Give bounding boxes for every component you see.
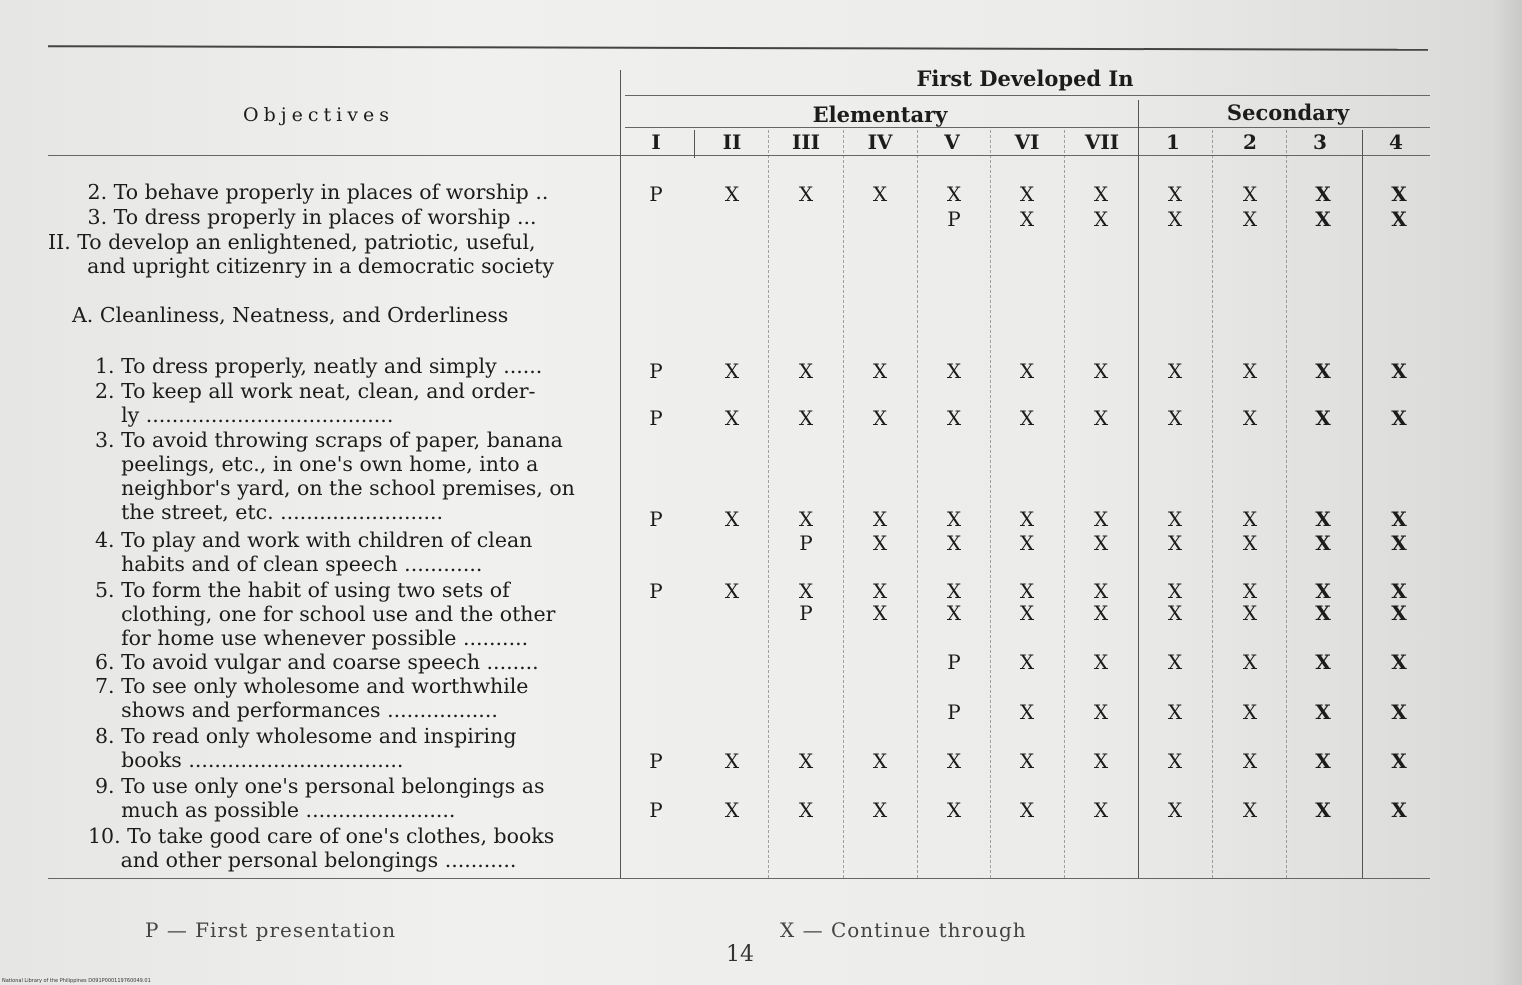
objective-row-text: 2. To behave properly in places of worship ..: [68, 180, 549, 204]
continue-through-mark: X: [798, 798, 814, 822]
continue-through-mark: X: [1167, 579, 1183, 603]
continue-through-mark: X: [798, 579, 814, 603]
continue-through-mark: X: [872, 531, 888, 555]
continue-through-mark: X: [1019, 207, 1035, 231]
continue-through-mark: X: [1167, 182, 1183, 206]
continue-through-mark: X: [1167, 406, 1183, 430]
column-divider: [1362, 130, 1363, 878]
continue-through-mark: X: [1093, 650, 1109, 674]
first-presentation-mark: P: [947, 650, 961, 674]
continue-through-mark: X: [946, 359, 962, 383]
column-divider: [1064, 130, 1065, 878]
continue-through-mark: X: [1019, 507, 1035, 531]
continue-through-mark: X: [1019, 749, 1035, 773]
secondary-heading: Secondary: [1226, 100, 1350, 125]
objective-row-text: 7. To see only wholesome and worthwhile shows and performances .................: [95, 674, 529, 722]
continue-through-mark: X: [1093, 700, 1109, 724]
continue-through-mark: X: [1242, 650, 1258, 674]
continue-through-mark: X: [1167, 207, 1183, 231]
continue-through-mark: X: [1315, 798, 1331, 822]
continue-through-mark: X: [946, 507, 962, 531]
continue-through-mark: X: [1167, 650, 1183, 674]
continue-through-mark: X: [724, 579, 740, 603]
continue-through-mark: X: [1167, 531, 1183, 555]
continue-through-mark: X: [872, 359, 888, 383]
column-divider: [990, 130, 991, 878]
continue-through-mark: X: [946, 798, 962, 822]
continue-through-mark: X: [1242, 579, 1258, 603]
continue-through-mark: X: [1167, 798, 1183, 822]
first-presentation-mark: P: [649, 359, 663, 383]
continue-through-mark: X: [872, 579, 888, 603]
objective-row-text: 9. To use only one's personal belongings as much as possible .......................: [95, 774, 545, 822]
first-presentation-mark: P: [799, 531, 813, 555]
column-head-2: 2: [1243, 130, 1257, 154]
objective-row-text: II. To develop an enlightened, patriotic, useful, and upright citizenry in a democratic society: [48, 230, 554, 278]
continue-through-mark: X: [1019, 650, 1035, 674]
continue-through-mark: X: [798, 359, 814, 383]
continue-through-mark: X: [872, 182, 888, 206]
continue-through-mark: X: [1019, 579, 1035, 603]
continue-through-mark: X: [1019, 531, 1035, 555]
continue-through-mark: X: [1315, 650, 1331, 674]
continue-through-mark: X: [1242, 700, 1258, 724]
page-number: 14: [726, 942, 754, 967]
continue-through-mark: X: [1391, 359, 1407, 383]
continue-through-mark: X: [1167, 700, 1183, 724]
first-presentation-mark: P: [649, 406, 663, 430]
continue-through-mark: X: [872, 749, 888, 773]
continue-through-mark: X: [1242, 207, 1258, 231]
continue-through-mark: X: [946, 182, 962, 206]
continue-through-mark: X: [872, 507, 888, 531]
continue-through-mark: X: [1391, 207, 1407, 231]
column-divider: [694, 130, 695, 158]
continue-through-mark: X: [946, 749, 962, 773]
continue-through-mark: X: [946, 406, 962, 430]
continue-through-mark: X: [1391, 700, 1407, 724]
continue-through-mark: X: [798, 182, 814, 206]
continue-through-mark: X: [1019, 359, 1035, 383]
continue-through-mark: X: [1093, 531, 1109, 555]
continue-through-mark: X: [1093, 507, 1109, 531]
first-presentation-mark: P: [947, 700, 961, 724]
column-divider: [917, 130, 918, 878]
continue-through-mark: X: [724, 798, 740, 822]
column-head-VI: VI: [1014, 130, 1040, 154]
header-rule-3: [48, 155, 1430, 156]
continue-through-mark: X: [724, 359, 740, 383]
continue-through-mark: X: [724, 507, 740, 531]
column-head-1: 1: [1166, 130, 1180, 154]
objective-row-text: 10. To take good care of one's clothes, books and other personal belongings ...........: [88, 824, 555, 872]
first-presentation-mark: P: [649, 798, 663, 822]
objective-row-text: 8. To read only wholesome and inspiring books .................................: [95, 724, 517, 772]
continue-through-mark: X: [872, 406, 888, 430]
continue-through-mark: X: [872, 798, 888, 822]
continue-through-mark: X: [1093, 359, 1109, 383]
continue-through-mark: X: [1167, 601, 1183, 625]
continue-through-mark: X: [946, 531, 962, 555]
first-presentation-mark: P: [649, 182, 663, 206]
page-edge-shadow: [1492, 0, 1522, 985]
objective-row-text: 4. To play and work with children of clean habits and of clean speech ............: [95, 528, 533, 576]
continue-through-mark: X: [1242, 531, 1258, 555]
continue-through-mark: X: [1167, 749, 1183, 773]
column-divider: [1212, 130, 1213, 878]
objective-row-text: 1. To dress properly, neatly and simply ......: [95, 354, 543, 378]
first-presentation-mark: P: [649, 507, 663, 531]
elementary-heading: Elementary: [812, 102, 948, 127]
objective-row-text: 2. To keep all work neat, clean, and order- ly ......................................: [95, 379, 536, 427]
continue-through-mark: X: [1019, 798, 1035, 822]
first-presentation-mark: P: [649, 579, 663, 603]
continue-through-mark: X: [1242, 406, 1258, 430]
continue-through-mark: X: [1093, 406, 1109, 430]
continue-through-mark: X: [1391, 601, 1407, 625]
continue-through-mark: X: [1315, 579, 1331, 603]
continue-through-mark: X: [1242, 507, 1258, 531]
objective-row-text: 6. To avoid vulgar and coarse speech ........: [95, 650, 539, 674]
continue-through-mark: X: [1315, 182, 1331, 206]
continue-through-mark: X: [1167, 507, 1183, 531]
column-head-4: 4: [1389, 130, 1403, 154]
section-heading: A. Cleanliness, Neatness, and Orderliness: [72, 303, 509, 327]
continue-through-mark: X: [724, 182, 740, 206]
column-divider: [768, 130, 769, 878]
continue-through-mark: X: [1315, 207, 1331, 231]
continue-through-mark: X: [946, 579, 962, 603]
column-divider: [843, 130, 844, 878]
continue-through-mark: X: [1242, 601, 1258, 625]
column-head-I: I: [651, 130, 661, 154]
continue-through-mark: X: [1315, 359, 1331, 383]
column-divider: [1138, 100, 1139, 878]
legend-continue-through: X — Continue through: [780, 918, 1027, 942]
continue-through-mark: X: [1093, 207, 1109, 231]
first-presentation-mark: P: [649, 749, 663, 773]
column-head-II: II: [722, 130, 742, 154]
continue-through-mark: X: [1093, 601, 1109, 625]
column-head-IV: IV: [867, 130, 893, 154]
continue-through-mark: X: [1391, 650, 1407, 674]
column-head-V: V: [944, 130, 960, 154]
continue-through-mark: X: [798, 507, 814, 531]
continue-through-mark: X: [872, 601, 888, 625]
column-head-III: III: [791, 130, 821, 154]
header-rule-2: [625, 127, 1430, 128]
continue-through-mark: X: [724, 406, 740, 430]
continue-through-mark: X: [1391, 507, 1407, 531]
continue-through-mark: X: [1019, 700, 1035, 724]
continue-through-mark: X: [1315, 531, 1331, 555]
continue-through-mark: X: [1315, 700, 1331, 724]
column-divider: [1286, 130, 1287, 878]
continue-through-mark: X: [1242, 798, 1258, 822]
continue-through-mark: X: [1391, 749, 1407, 773]
bottom-rule: [48, 878, 1430, 879]
continue-through-mark: X: [1242, 749, 1258, 773]
continue-through-mark: X: [1391, 406, 1407, 430]
continue-through-mark: X: [1315, 601, 1331, 625]
continue-through-mark: X: [1019, 406, 1035, 430]
continue-through-mark: X: [1315, 406, 1331, 430]
column-divider: [620, 70, 621, 878]
continue-through-mark: X: [1019, 601, 1035, 625]
continue-through-mark: X: [1093, 749, 1109, 773]
continue-through-mark: X: [1093, 579, 1109, 603]
continue-through-mark: X: [1093, 182, 1109, 206]
objective-row-text: 5. To form the habit of using two sets of clothing, one for school use and the other for home use whenever possible ..........: [95, 578, 556, 650]
continue-through-mark: X: [1167, 359, 1183, 383]
continue-through-mark: X: [1315, 749, 1331, 773]
legend-first-presentation: P — First presentation: [145, 918, 397, 942]
library-stamp: National Library of the Philippines D091P000119760049.01: [2, 978, 151, 984]
continue-through-mark: X: [1391, 579, 1407, 603]
objective-row-text: 3. To avoid throwing scraps of paper, banana peelings, etc., in one's own home, into a neighbor's yard, on the school premises, on the street, etc. .........................: [95, 428, 575, 524]
first-presentation-mark: P: [947, 207, 961, 231]
header-rule-1: [625, 95, 1430, 96]
first-developed-in-heading: First Developed In: [916, 66, 1134, 91]
top-rule: [48, 45, 1428, 51]
continue-through-mark: X: [1391, 531, 1407, 555]
objectives-heading: Objectives: [243, 104, 394, 126]
continue-through-mark: X: [1242, 182, 1258, 206]
continue-through-mark: X: [1242, 359, 1258, 383]
continue-through-mark: X: [724, 749, 740, 773]
column-head-VII: VII: [1084, 130, 1120, 154]
first-presentation-mark: P: [799, 601, 813, 625]
continue-through-mark: X: [1093, 798, 1109, 822]
continue-through-mark: X: [1391, 182, 1407, 206]
continue-through-mark: X: [1019, 182, 1035, 206]
column-head-3: 3: [1313, 130, 1327, 154]
continue-through-mark: X: [798, 749, 814, 773]
continue-through-mark: X: [946, 601, 962, 625]
continue-through-mark: X: [798, 406, 814, 430]
continue-through-mark: X: [1391, 798, 1407, 822]
objective-row-text: 3. To dress properly in places of worship ...: [68, 205, 537, 229]
continue-through-mark: X: [1315, 507, 1331, 531]
